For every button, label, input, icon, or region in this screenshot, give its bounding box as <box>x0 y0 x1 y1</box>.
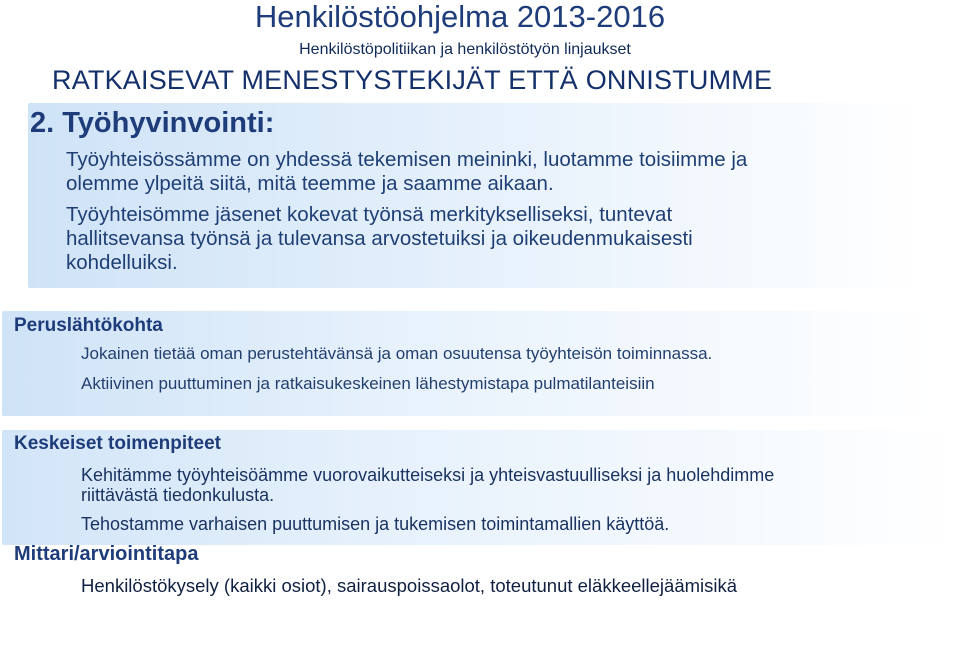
principle-heading: Peruslähtökohta <box>14 315 163 336</box>
wellbeing-line: Työyhteisössämme on yhdessä tekemisen meininki, luotamme toisiimme ja <box>66 148 748 171</box>
actions-line: riittävästä tiedonkulusta. <box>81 485 275 505</box>
wellbeing-line: kohdelluiksi. <box>66 251 178 274</box>
actions-heading: Keskeiset toimenpiteet <box>14 433 221 454</box>
principle-line: Aktiivinen puuttuminen ja ratkaisukeskeinen lähestymistapa pulmatilanteisiin <box>81 374 655 393</box>
actions-line: Kehitämme työyhteisöämme vuorovaikutteiseksi ja yhteisvastuulliseksi ja huolehdimme <box>81 465 775 485</box>
page-title: Henkilöstöohjelma 2013-2016 <box>254 0 666 34</box>
principle-line: Jokainen tietää oman perustehtävänsä ja oman osuutensa työyhteisön toiminnassa. <box>81 344 713 363</box>
metrics-line: Henkilöstökysely (kaikki osiot), sairauspoissaolot, toteutunut eläkkeellejäämisikä <box>81 575 738 596</box>
metrics-heading: Mittari/arviointitapa <box>14 543 199 565</box>
page-subtitle: Henkilöstöpolitiikan ja henkilöstötyön linjaukset <box>299 41 631 58</box>
actions-line: Tehostamme varhaisen puuttumisen ja tukemisen toimintamallien käyttöä. <box>81 514 670 534</box>
slogan-heading: RATKAISEVAT MENESTYSTEKIJÄT ETTÄ ONNISTUMME <box>52 65 773 95</box>
wellbeing-line: hallitsevansa työnsä ja tulevansa arvostetuiksi ja oikeudenmukaisesti <box>66 227 693 250</box>
wellbeing-heading: 2. Työhyvinvointi: <box>30 107 275 139</box>
wellbeing-line: olemme ylpeitä siitä, mitä teemme ja saamme aikaan. <box>66 172 554 195</box>
wellbeing-line: Työyhteisömme jäsenet kokevat työnsä merkitykselliseksi, tuntevat <box>66 203 673 226</box>
